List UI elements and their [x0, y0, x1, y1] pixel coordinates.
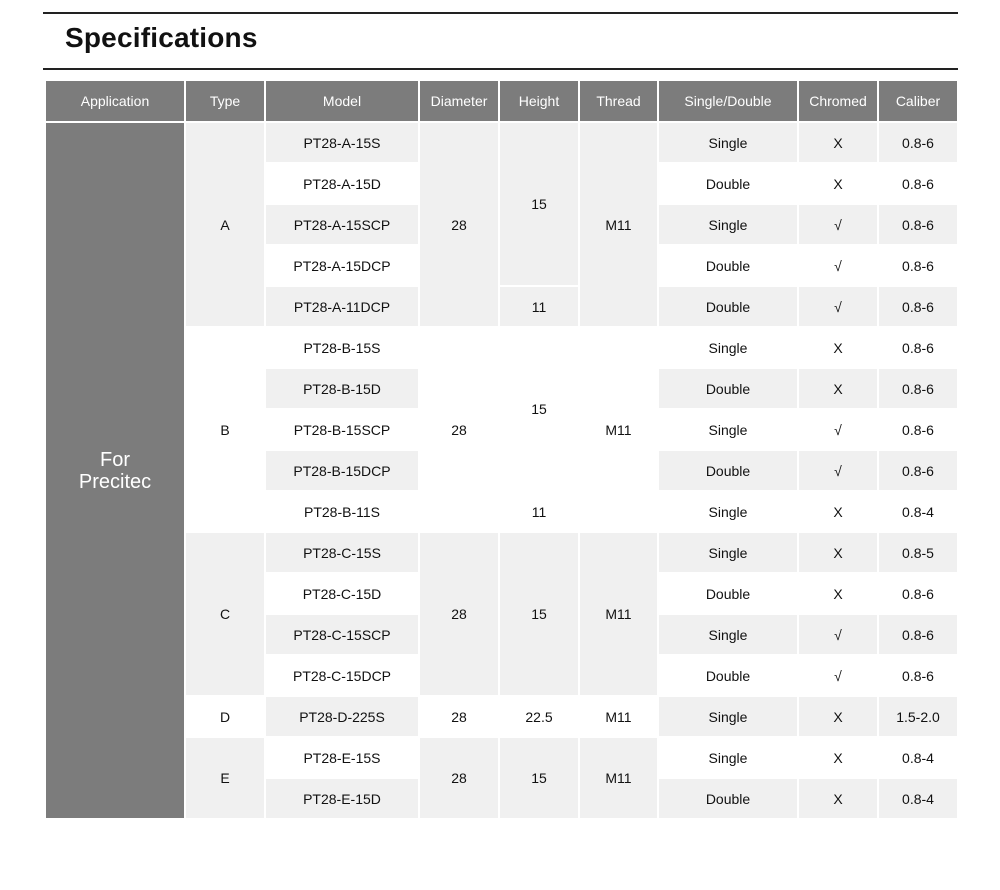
caliber-cell: 0.8-4 — [878, 491, 958, 532]
caliber-cell: 0.8-6 — [878, 409, 958, 450]
caliber-cell: 0.8-4 — [878, 737, 958, 778]
single-double-cell: Single — [658, 696, 798, 737]
model-cell: PT28-A-15S — [265, 122, 419, 163]
single-double-cell: Single — [658, 737, 798, 778]
model-cell: PT28-C-15S — [265, 532, 419, 573]
single-double-cell: Single — [658, 122, 798, 163]
thread-cell: M11 — [579, 737, 658, 819]
caliber-cell: 0.8-6 — [878, 245, 958, 286]
diameter-cell: 28 — [419, 122, 499, 327]
diameter-cell: 28 — [419, 532, 499, 696]
model-cell: PT28-C-15SCP — [265, 614, 419, 655]
model-cell: PT28-A-15DCP — [265, 245, 419, 286]
single-double-cell: Single — [658, 491, 798, 532]
height-cell: 15 — [499, 737, 579, 819]
model-cell: PT28-B-11S — [265, 491, 419, 532]
diameter-cell: 28 — [419, 327, 499, 532]
chromed-cell: X — [798, 778, 878, 819]
caliber-cell: 0.8-5 — [878, 532, 958, 573]
caliber-cell: 0.8-6 — [878, 368, 958, 409]
header-single-double: Single/Double — [658, 80, 798, 122]
caliber-cell: 0.8-4 — [878, 778, 958, 819]
single-double-cell: Double — [658, 778, 798, 819]
chromed-cell: X — [798, 327, 878, 368]
caliber-cell: 0.8-6 — [878, 327, 958, 368]
chromed-cell: X — [798, 737, 878, 778]
header-application: Application — [45, 80, 185, 122]
chromed-cell: X — [798, 122, 878, 163]
single-double-cell: Single — [658, 409, 798, 450]
height-cell: 22.5 — [499, 696, 579, 737]
type-cell: E — [185, 737, 265, 819]
diameter-cell: 28 — [419, 737, 499, 819]
model-cell: PT28-C-15DCP — [265, 655, 419, 696]
caliber-cell: 1.5-2.0 — [878, 696, 958, 737]
chromed-cell: X — [798, 573, 878, 614]
header-model: Model — [265, 80, 419, 122]
single-double-cell: Double — [658, 450, 798, 491]
caliber-cell: 0.8-6 — [878, 163, 958, 204]
chromed-cell: √ — [798, 614, 878, 655]
caliber-cell: 0.8-6 — [878, 204, 958, 245]
type-cell: D — [185, 696, 265, 737]
thread-cell: M11 — [579, 327, 658, 532]
single-double-cell: Double — [658, 573, 798, 614]
single-double-cell: Double — [658, 368, 798, 409]
type-cell: B — [185, 327, 265, 532]
caliber-cell: 0.8-6 — [878, 286, 958, 327]
height-cell: 15 — [499, 327, 579, 491]
single-double-cell: Single — [658, 327, 798, 368]
model-cell: PT28-B-15SCP — [265, 409, 419, 450]
header-caliber: Caliber — [878, 80, 958, 122]
height-cell: 11 — [499, 491, 579, 532]
chromed-cell: √ — [798, 450, 878, 491]
thread-cell: M11 — [579, 532, 658, 696]
caliber-cell: 0.8-6 — [878, 450, 958, 491]
chromed-cell: X — [798, 532, 878, 573]
chromed-cell: √ — [798, 245, 878, 286]
diameter-cell: 28 — [419, 696, 499, 737]
caliber-cell: 0.8-6 — [878, 655, 958, 696]
header-height: Height — [499, 80, 579, 122]
specifications-table — [44, 79, 959, 820]
header-type: Type — [185, 80, 265, 122]
chromed-cell: X — [798, 491, 878, 532]
height-cell: 11 — [499, 286, 579, 327]
chromed-cell: √ — [798, 409, 878, 450]
page-title: Specifications — [65, 22, 258, 53]
model-cell: PT28-E-15S — [265, 737, 419, 778]
chromed-cell: √ — [798, 204, 878, 245]
single-double-cell: Single — [658, 614, 798, 655]
single-double-cell: Single — [658, 532, 798, 573]
chromed-cell: X — [798, 696, 878, 737]
table-body — [45, 122, 958, 819]
thread-cell: M11 — [579, 696, 658, 737]
single-double-cell: Double — [658, 286, 798, 327]
model-cell: PT28-B-15DCP — [265, 450, 419, 491]
model-cell: PT28-A-15D — [265, 163, 419, 204]
model-cell: PT28-C-15D — [265, 573, 419, 614]
single-double-cell: Double — [658, 655, 798, 696]
model-cell: PT28-A-15SCP — [265, 204, 419, 245]
model-cell: PT28-D-225S — [265, 696, 419, 737]
caliber-cell: 0.8-6 — [878, 614, 958, 655]
header-diameter: Diameter — [419, 80, 499, 122]
caliber-cell: 0.8-6 — [878, 573, 958, 614]
header-row — [45, 80, 958, 122]
model-cell: PT28-E-15D — [265, 778, 419, 819]
single-double-cell: Double — [658, 163, 798, 204]
caliber-cell: 0.8-6 — [878, 122, 958, 163]
type-cell: C — [185, 532, 265, 696]
title-bottom-rule — [43, 68, 958, 70]
single-double-cell: Double — [658, 245, 798, 286]
model-cell: PT28-B-15S — [265, 327, 419, 368]
chromed-cell: X — [798, 163, 878, 204]
title-top-rule — [43, 12, 958, 14]
model-cell: PT28-A-11DCP — [265, 286, 419, 327]
model-cell: PT28-B-15D — [265, 368, 419, 409]
single-double-cell: Single — [658, 204, 798, 245]
height-cell: 15 — [499, 122, 579, 286]
height-cell: 15 — [499, 532, 579, 696]
header-chromed: Chromed — [798, 80, 878, 122]
application-cell: For Precitec — [45, 122, 185, 819]
type-cell: A — [185, 122, 265, 327]
table-row — [45, 122, 958, 163]
header-thread: Thread — [579, 80, 658, 122]
chromed-cell: X — [798, 368, 878, 409]
thread-cell: M11 — [579, 122, 658, 327]
chromed-cell: √ — [798, 286, 878, 327]
chromed-cell: √ — [798, 655, 878, 696]
